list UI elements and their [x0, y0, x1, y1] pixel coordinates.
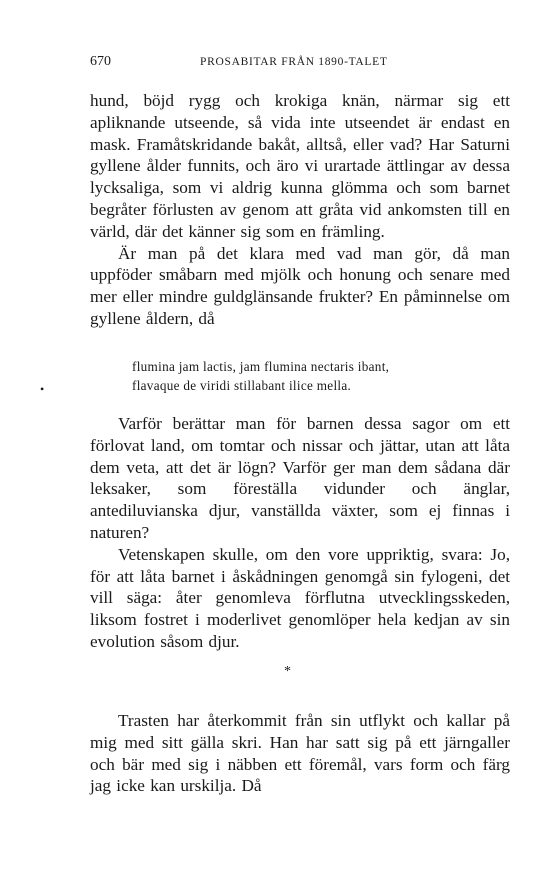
text-block-after-quote: [90, 413, 510, 653]
page-header: [90, 54, 510, 72]
paragraph: Varför berättar man för barnen dessa sagor om ett förlovat land, om tomtar och nissar och jättar, utan att låta dem veta, att det är lögn? Varför ger man dem sådana där leksaker, som föreställa vidunder och änglar, antediluvianska djur, vanställda växter, som ej finnas i naturen?: [90, 414, 510, 542]
paragraph: Vetenskapen skulle, om den vore uppriktig, svara: Jo, för att låta barnet i åskådningen genomgå sin fylogeni, det vill säga: åter genomleva förflutna utvecklingsskeden, liksom fostret i moderlivet genomlöper hela kedjan av sin evolution såsom djur.: [90, 544, 510, 651]
paragraph: hund, böjd rygg och krokiga knän, närmar sig ett apliknande utseende, så vida inte utseendet är endast en mask. Framåtskridande bakåt, alltså, eller vad? Har Saturni gyllene ålder funnits, och äro vi urartade ättlingar av dessa lycksaliga, som vi aldrig kunna glömma och som barnet begråter förlusten av genom att gråta vid ankomsten till en värld, där det känner sig som en främling.: [90, 91, 510, 241]
text-block-final: [90, 710, 510, 797]
latin-quotation: [132, 357, 492, 395]
page-number: 670: [90, 54, 111, 69]
section-separator: *: [284, 664, 291, 679]
margin-dot: •: [40, 382, 45, 396]
quote-line: flumina jam lactis, jam flumina nectaris ibant,: [132, 359, 390, 374]
text-block-before-quote: [90, 90, 510, 330]
paragraph: Är man på det klara med vad man gör, då man uppföder småbarn med mjölk och honung och senare med mer eller mindre guldglänsande frukter? En påminnelse om gyllene åldern, då: [90, 243, 510, 328]
running-head: PROSABITAR FRÅN 1890-TALET: [200, 56, 388, 68]
quote-line: flavaque de viridi stillabant ilice mella.: [132, 378, 352, 393]
paragraph: Trasten har återkommit från sin utflykt och kallar på mig med sitt gälla skri. Han har satt sig på ett järngaller och bär med sig i näbben ett föremål, vars form och färg jag icke kan urskilja. Då: [90, 711, 510, 796]
